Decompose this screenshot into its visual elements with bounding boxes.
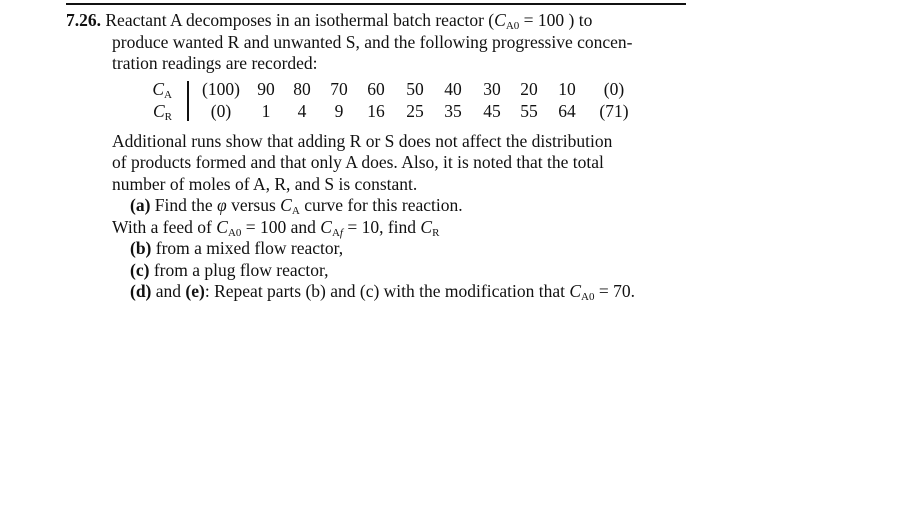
ca-cell: 30	[483, 78, 501, 99]
cr-cell: 1	[261, 100, 271, 121]
part-a: (a) Find the φ versus $C_A$ curve for this reaction.	[130, 195, 463, 217]
ca-cell: (100)	[202, 78, 240, 99]
part-c: (c) from a plug flow reactor,	[130, 259, 329, 280]
cr-cell: 35	[444, 100, 462, 121]
part-c-label: (c)	[130, 259, 150, 280]
ca-cell: 40	[444, 78, 462, 99]
cr-label: $C_R$	[152, 100, 172, 123]
part-e-label: (e)	[185, 281, 205, 301]
paragraph-line-2: of products formed and that only A does. Also, it is noted that the total	[112, 152, 604, 172]
feed-line: With a feed of $C_{A0} = 100$ and $C_{Af} = 10$, find $C_R$	[112, 216, 440, 239]
part-b: (b) from a mixed flow reactor,	[130, 238, 344, 258]
cr-cell: 45	[483, 100, 501, 121]
paragraph-line-3: number of moles of A, R, and S is constant.	[112, 173, 418, 194]
line1-end: = 100 ) to	[519, 10, 593, 30]
phi-symbol: φ	[217, 195, 227, 215]
part-a-label: (a)	[130, 195, 151, 215]
ca-cell: 70	[330, 78, 348, 99]
part-b-label: (b)	[130, 238, 152, 258]
ca-cell: 90	[257, 78, 275, 99]
cr-cell: 4	[297, 100, 307, 121]
cr-cell: 25	[406, 100, 424, 121]
ca-cell: 10	[558, 78, 576, 99]
cr-cell: 55	[520, 100, 538, 121]
ca0-symbol: C	[494, 10, 506, 30]
top-rule	[66, 3, 686, 5]
cr-cell: 16	[367, 100, 385, 121]
part-d-label: (d)	[130, 281, 152, 301]
paragraph-line-1: Additional runs show that adding R or S does not affect the distribution	[112, 130, 613, 151]
ca-cell: (0)	[603, 78, 625, 99]
cr-cell: 64	[558, 100, 576, 121]
cr-cell: 9	[334, 100, 344, 121]
ca-cell: 50	[406, 78, 424, 99]
part-d-e: (d) and (e): Repeat parts (b) and (c) with the modification that $C_{A0} = 70$.	[130, 281, 635, 303]
cr-cell: (71)	[599, 100, 629, 121]
ca-cell: 60	[367, 78, 385, 99]
problem-line-1	[66, 10, 706, 32]
ca0-subscript: A0	[505, 20, 520, 32]
ca-cell: 80	[293, 78, 311, 99]
line1-text: Reactant A decomposes in an isothermal batch reactor (	[105, 10, 495, 30]
concentration-table	[66, 79, 706, 125]
problem-7-26	[66, 10, 706, 303]
problem-number: 7.26.	[66, 10, 101, 30]
ca-cell: 20	[520, 78, 538, 99]
problem-line-2: produce wanted R and unwanted S, and the following progressive concen-	[112, 31, 633, 52]
table-divider	[187, 81, 189, 121]
problem-line-3: tration readings are recorded:	[112, 53, 318, 73]
cr-cell: (0)	[210, 100, 232, 121]
ca-label: $C_A$	[152, 78, 172, 101]
